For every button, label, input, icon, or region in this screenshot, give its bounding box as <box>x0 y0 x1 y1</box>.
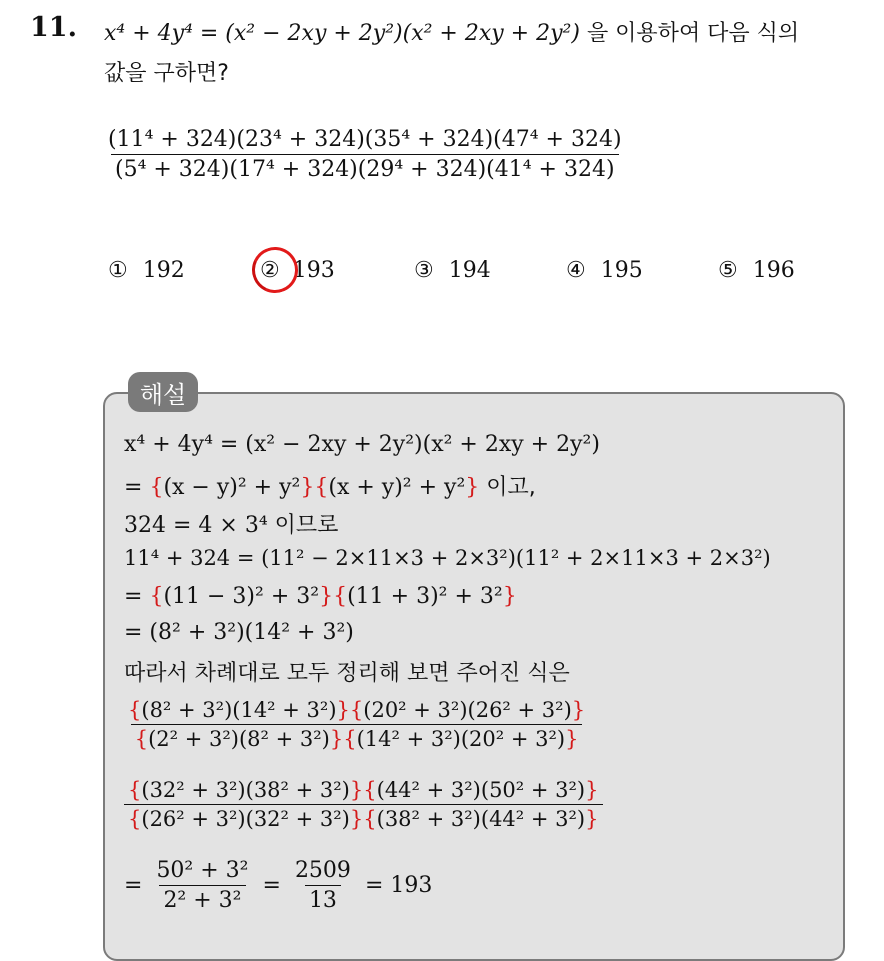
choice-value: 196 <box>752 258 795 283</box>
term: (44² + 3²)(50² + 3²) <box>376 778 586 802</box>
term: (32² + 3²)(38² + 3²) <box>141 778 350 802</box>
solution-fraction-1 <box>124 698 589 751</box>
fraction-2 <box>124 778 603 831</box>
red-brace: } <box>585 778 599 802</box>
term: (11 − 3)² + 3² <box>163 584 320 609</box>
solution-line-5 <box>124 584 517 609</box>
eq-sign: = <box>124 584 150 609</box>
fraction-2-denominator <box>124 804 603 831</box>
solution-final-line <box>124 858 432 913</box>
term: (8² + 3²)(14² + 3²) <box>141 698 337 722</box>
term: (11 + 3)² + 3² <box>347 584 503 609</box>
choice-4[interactable] <box>566 258 643 283</box>
red-brace: }{ <box>300 475 329 500</box>
solution-line-2 <box>124 470 536 501</box>
term: (20² + 3²)(26² + 3²) <box>363 698 572 722</box>
fraction-1 <box>124 698 589 751</box>
solution-line-3: 324 = 4 × 3⁴ 이므로 <box>124 513 339 538</box>
question-denominator: (5⁴ + 324)(17⁴ + 324)(29⁴ + 324)(41⁴ + 324) <box>111 154 619 182</box>
term: (x − y)² + y² <box>163 475 301 500</box>
term: (2² + 3²)(8² + 3²) <box>148 727 330 751</box>
term: (38² + 3²)(44² + 3²) <box>376 807 586 831</box>
choice-5[interactable] <box>718 258 795 283</box>
choice-value: 192 <box>142 258 185 283</box>
question-numerator: (11⁴ + 324)(23⁴ + 324)(35⁴ + 324)(47⁴ + 324) <box>108 127 622 152</box>
choice-3[interactable] <box>414 258 491 283</box>
red-brace: } <box>565 727 579 751</box>
red-brace: { <box>128 807 142 831</box>
fraction-1-denominator <box>131 724 583 751</box>
choice-mark: ⑤ <box>718 258 738 283</box>
term: (26² + 3²)(32² + 3²) <box>141 807 350 831</box>
red-brace: { <box>149 475 164 500</box>
choice-mark: ② <box>260 258 280 283</box>
question-fraction <box>104 127 626 182</box>
red-brace: { <box>128 778 142 802</box>
solution-line-7: 따라서 차례대로 모두 정리해 보면 주어진 식은 <box>124 661 570 686</box>
final-result: = 193 <box>364 873 433 898</box>
red-brace: }{ <box>319 584 348 609</box>
solution-line-1: x⁴ + 4y⁴ = (x² − 2xy + 2y²)(x² + 2xy + 2y²) <box>124 432 600 457</box>
red-brace: } <box>585 807 599 831</box>
solution-tag: 해설 <box>128 372 198 412</box>
fraction-1-numerator <box>124 698 589 724</box>
red-brace: } <box>571 698 586 722</box>
connector-text: 이고, <box>479 475 536 500</box>
choice-value: 193 <box>292 258 335 283</box>
final-fraction-2-denominator: 13 <box>305 885 341 913</box>
choice-mark: ④ <box>566 258 586 283</box>
solution-line-6: = (8² + 3²)(14² + 3²) <box>124 620 354 645</box>
question-number: 11. <box>30 12 77 43</box>
choice-value: 195 <box>600 258 643 283</box>
red-brace: }{ <box>349 778 377 802</box>
solution-fraction-2 <box>124 778 603 831</box>
red-brace: { <box>149 584 164 609</box>
red-brace: } <box>465 475 480 500</box>
solution-line-4: 11⁴ + 324 = (11² − 2×11×3 + 2×3²)(11² + 2×11×3 + 2×3²) <box>124 546 771 570</box>
red-brace: { <box>134 727 149 751</box>
final-fraction-2 <box>291 858 355 913</box>
eq-sign: = <box>262 873 281 898</box>
red-brace: } <box>502 584 517 609</box>
choice-mark: ① <box>108 258 128 283</box>
selected-answer-circle <box>246 241 305 300</box>
term: (x + y)² + y² <box>328 475 466 500</box>
question-line-1 <box>104 16 799 47</box>
red-brace: }{ <box>329 727 357 751</box>
question-text-1: 을 이용하여 다음 식의 <box>586 21 800 46</box>
choice-value: 194 <box>448 258 491 283</box>
eq-sign: = <box>124 475 150 500</box>
final-fraction-2-numerator: 2509 <box>294 858 351 883</box>
term: (14² + 3²)(20² + 3²) <box>356 727 566 751</box>
red-brace: }{ <box>336 698 364 722</box>
fraction-2-numerator <box>124 778 603 804</box>
red-brace: }{ <box>349 807 377 831</box>
choice-mark: ③ <box>414 258 434 283</box>
final-fraction-1 <box>152 858 252 913</box>
question-identity-formula: x⁴ + 4y⁴ = (x² − 2xy + 2y²)(x² + 2xy + 2y²) <box>104 21 580 46</box>
question-expression <box>104 127 626 182</box>
red-brace: { <box>128 698 142 722</box>
final-fraction-1-numerator: 50² + 3² <box>156 858 249 883</box>
final-fraction-1-denominator: 2² + 3² <box>159 885 245 913</box>
choice-1[interactable] <box>108 258 185 283</box>
eq-sign: = <box>124 873 143 898</box>
question-line-2: 값을 구하면? <box>104 61 229 86</box>
